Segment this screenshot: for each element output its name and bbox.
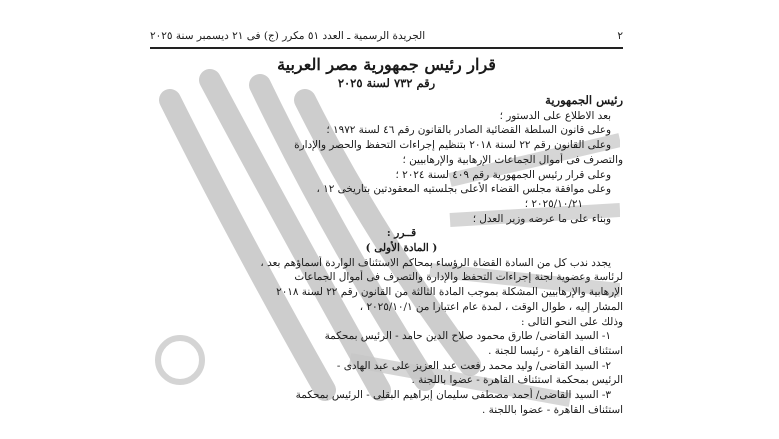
page-header (150, 28, 623, 44)
preamble-line: وعلى موافقة مجلس القضاء الأعلى بجلستيه المعقودتين بتاريخى ١٢ ، (316, 183, 611, 196)
member-line: استئناف القاهرة - عضوا باللجنة . (482, 403, 623, 416)
preamble-line: وعلى قرار رئيس الجمهورية رقم ٤٠٩ لسنة ٢٠٢٤ ؛ (395, 168, 611, 181)
member-line: ١- السيد القاضى/ طارق محمود صلاح الدين حامد - الرئيس بمحكمة (324, 330, 611, 343)
preamble-line: وبناء على ما عرضه وزير العدل ؛ (472, 212, 611, 225)
article-line: لرئاسة وعضوية لجنة إجراءات التحفظ والإدارة والتصرف فى أموال الجماعات (294, 271, 623, 284)
member-line: استئناف القاهرة - رئيسا للجنة . (488, 344, 623, 357)
running-title: الجريدة الرسمية ـ العدد ٥١ مكرر (ج) فى ٢١ ديسمبر سنة ٢٠٢٥ (150, 30, 426, 42)
decree-title: قرار رئيس جمهورية مصر العربية (277, 55, 496, 74)
preamble-line: ٢٠٢٥/١٠/٢١ ؛ (524, 197, 583, 210)
preamble-line: بعد الاطلاع على الدستور ؛ (499, 109, 611, 122)
preamble-line: وعلى قانون السلطة القضائية الصادر بالقانون رقم ٤٦ لسنة ١٩٧٢ ؛ (326, 124, 611, 137)
article-line: الإرهابية والإرهابيين المشكلة بموجب المادة الثالثة من القانون رقم ٢٢ لسنة ٢٠١٨ (276, 286, 623, 299)
member-line: ٢- السيد القاضى/ وليد محمد رفعت عبد العزيز على عبد الهادى - (336, 359, 611, 372)
preamble-line: وعلى القانون رقم ٢٢ لسنة ٢٠١٨ بتنظيم إجراءات التحفظ والحصر والإدارة (294, 139, 611, 152)
member-line: ٣- السيد القاضى/ أحمد مصطفى سليمان إبراهيم البقلى - الرئيس بمحكمة (295, 389, 611, 402)
president-heading: رئيس الجمهورية (545, 93, 623, 107)
header-divider (150, 47, 623, 49)
page-number: ٢ (617, 30, 623, 42)
article-line: وذلك على النحو التالى : (520, 315, 623, 328)
article-line: يجدد ندب كل من السادة القضاة الرؤساء بمحاكم الاستئناف الواردة أسماؤهم بعد ، (260, 256, 611, 269)
member-line: الرئيس بمحكمة استئناف القاهرة - عضوا باللجنة . (411, 374, 623, 387)
decree-body (150, 93, 623, 417)
article-line: المشار إليه ، طوال الوقت ، لمدة عام اعتبارا من ٢٠٢٥/١٠/١ ، (359, 300, 623, 313)
decree-number: رقم ٧٣٢ لسنة ٢٠٢٥ (337, 76, 436, 90)
article-heading: ( المادة الأولى ) (365, 242, 438, 255)
preamble-line: والتصرف فى أموال الجماعات الإرهابية والإرهابيين ؛ (402, 153, 623, 166)
decided-heading: قــرر : (386, 227, 417, 240)
